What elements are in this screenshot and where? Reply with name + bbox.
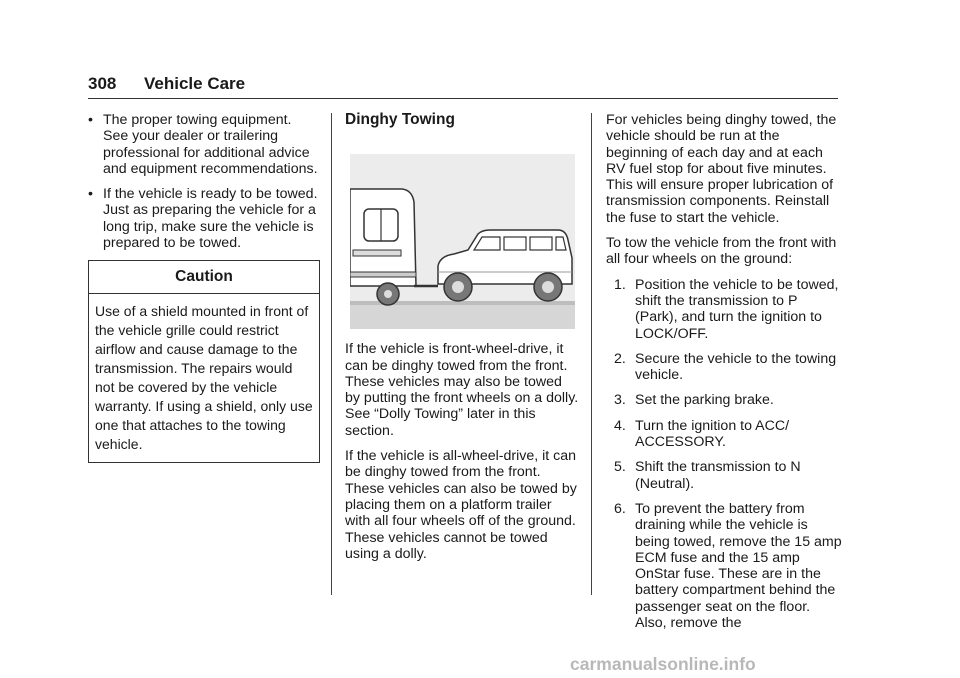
list-item (606, 459, 842, 492)
column-divider (591, 113, 592, 595)
bullet-text: The proper towing equipment. See your dealer or trailering professional for additional advice and equipment recommendations. (103, 112, 318, 177)
section-heading: Dinghy Towing (345, 111, 455, 128)
section-title: Vehicle Care (144, 74, 246, 93)
bullet-item (88, 186, 320, 251)
paragraph: To tow the vehicle from the front with all four wheels on the ground: (606, 235, 837, 268)
caution-body: Use of a shield mounted in front of the vehicle grille could restrict airflow and cause damage to the transmission. The repairs would not be covered by the vehicle warranty. If using a shield, only use one that attaches to the towing vehicle. (95, 302, 313, 452)
list-item (606, 277, 842, 342)
bullet-icon: • (88, 186, 93, 203)
bullet-icon: • (88, 112, 93, 128)
page-header (88, 70, 838, 99)
paragraph: If the vehicle is front-wheel-drive, it can be dinghy towed from the front. These vehicles may also be towed by putting the front wheels on a dolly. See “Dolly Towing” later in this section. (345, 341, 579, 439)
step-text: Shift the transmission to N (Neutral). (635, 459, 801, 492)
paragraph: For vehicles being dinghy towed, the vehicle should be run at the beginning of each day and at each RV fuel stop for about five minutes. This will ensure proper lubrication of transmission components. Reinstall the fuse to start the vehicle. (606, 112, 837, 226)
step-number: 4. (614, 417, 626, 434)
step-text: Position the vehicle to be towed, shift the transmission to P (Park), and turn the ignition to LOCK/OFF. (635, 276, 839, 342)
list-item (606, 418, 842, 451)
caution-heading: Caution (89, 261, 319, 293)
list-item (606, 501, 842, 631)
bullet-text: If the vehicle is ready to be towed. Just as preparing the vehicle for a long trip, make sure the vehicle is prepared to be towed. (103, 186, 318, 252)
paragraph: If the vehicle is all-wheel-drive, it can be dinghy towed from the front. These vehicles can also be towed by placing them on a platform trailer with all four wheels off of the ground. These vehicles cannot be towed using a dolly. (345, 448, 577, 562)
caution-box (88, 260, 320, 462)
bullet-item (88, 112, 320, 177)
step-number: 3. (614, 392, 626, 409)
step-number: 2. (614, 350, 626, 367)
watermark: carmanualsonline.info (570, 654, 756, 674)
rv-towing-suv-icon (350, 154, 575, 329)
list-item (606, 392, 842, 408)
step-list (606, 277, 842, 632)
column-right (606, 112, 842, 640)
column-middle (345, 112, 580, 571)
step-text: Secure the vehicle to the towing vehicle. (635, 350, 837, 384)
step-text: Set the parking brake. (635, 392, 774, 409)
page-number: 308 (88, 74, 117, 93)
step-number: 5. (614, 459, 626, 476)
step-number: 1. (614, 276, 626, 293)
column-divider (331, 113, 332, 595)
list-item (606, 351, 842, 384)
step-number: 6. (614, 500, 626, 517)
step-text: Turn the ignition to ACC/ ACCESSORY. (635, 417, 790, 451)
column-left (88, 112, 320, 463)
step-text: To prevent the battery from draining while the vehicle is being towed, remove the 15 amp ECM fuse and the 15 amp OnStar fuse. These are in the battery compartment behind the passenger seat on the floor. Also, remove the (635, 500, 842, 632)
